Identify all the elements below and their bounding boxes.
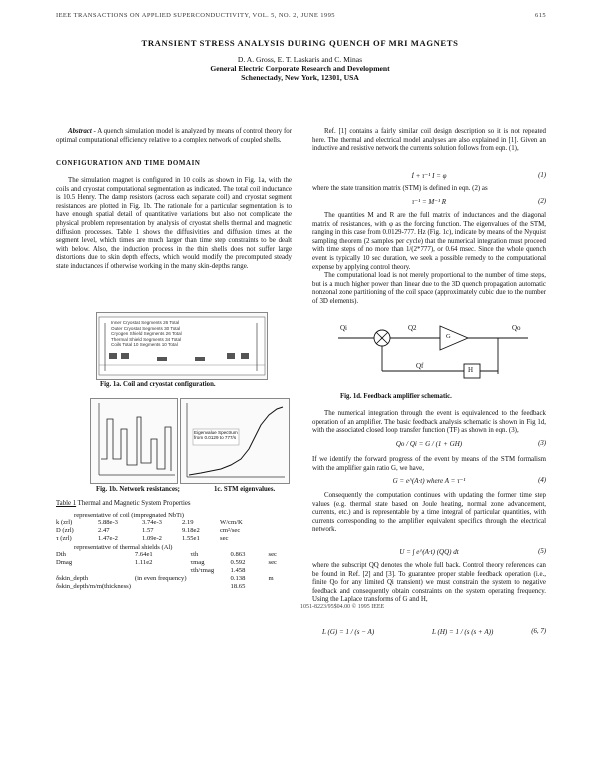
table-cell: τth/τmag [190, 567, 215, 575]
table-cell: 3.74e-3 [142, 519, 162, 526]
paragraph [312, 185, 546, 194]
table-cell: Dmag [56, 558, 73, 566]
network-resistances-plot [91, 399, 177, 483]
table-cell: δskin_depth/m/m(thickness) [56, 583, 131, 591]
table-cell: sec [268, 550, 277, 558]
table-cell [191, 583, 231, 591]
table-cell: 2.19 [182, 519, 194, 526]
qo-label: Qo [512, 324, 521, 332]
feedback-amplifier-schematic [322, 320, 536, 386]
qi-label: Qi [340, 324, 347, 332]
figure-1a [96, 312, 268, 380]
equation-2 [312, 198, 546, 208]
table-cell: 1.458 [230, 567, 246, 575]
paragraph [312, 456, 546, 473]
figure-1c [180, 398, 290, 484]
table-cell: 2.47 [98, 527, 110, 535]
table-cell: 9.18e2 [182, 527, 200, 535]
table-row [56, 575, 301, 583]
table-cell: 1.47e-2 [98, 535, 118, 543]
table-cell: τth [190, 550, 199, 558]
table-title [56, 500, 292, 507]
fig1c-caption: 1c. STM eigenvalues. [214, 486, 276, 493]
paragraph-text: The quantities M and R are the full matrix of inductances and the diagonal matrix of resistances, with φ as the forcing function. The eigenvalues of the STM, ranging in this case from 0.0129-777. Hz (Fig. 1c), indicate by means of the Nyquist sampling theorem (2 samples per cycle) that the numerical integration must proceed with time steps of no more than 1/(2*777), or 0.64 msec. Since the whole quench event is typically 10 sec duration, we seek a possible remedy to the computational expense by applying control theory. [312, 212, 546, 271]
table-cell [269, 567, 301, 575]
q2-label: Q2 [408, 324, 417, 332]
fig1a-caption: Fig. 1a. Coil and cryostat configuration. [100, 381, 216, 388]
fig1b-caption: Fig. 1b. Network resistances; [96, 486, 180, 493]
equation-number: (5) [538, 548, 546, 555]
legend-entry: Coils Total 10 Segments 10 Total [111, 342, 178, 348]
shield-properties-table [56, 551, 301, 592]
table-cell: τ (zrl) [56, 535, 72, 543]
eigen-inset-label: Eigenvalue Spectrum from 0.0129 to 777/s [194, 430, 238, 441]
equation-number: (2) [538, 198, 546, 205]
table-cell: 0.138 [230, 575, 246, 583]
equation-text: τ⁻¹ = M⁻¹ R [411, 198, 447, 206]
table-cell: 18.65 [230, 583, 246, 591]
table-label: Table 1 [56, 500, 77, 507]
table-row [56, 551, 301, 559]
table-cell: cm²/sec [220, 527, 241, 535]
table-cell: δskin_depth [56, 575, 89, 583]
equation-text: L (G) = 1 / (s − A) [322, 628, 375, 636]
equation-number: (3) [538, 440, 546, 447]
table-cell: W/cm/K [220, 519, 243, 526]
paragraph-text: If we identify the forward progress of the event by means of the STM formalism with the amplifier gain ratio G, we have, [312, 456, 546, 472]
h-label: H [468, 366, 474, 374]
table-row [56, 527, 252, 535]
equation-text: Qo / Qi = G / (1 + GH) [395, 440, 463, 448]
author-block [0, 55, 600, 83]
paragraph-text: where the subscript QQ denotes the whole full back. Control theory references can be found in Ref. [2] and [3]. To guarantee proper stable feedback operation (i.e., finite Qo for any limited Qi transient) we must constrain the system to negative feedback and consequently obtain constraints on the system operating frequency. Using the Laplace transforms of G and H, [312, 562, 546, 604]
address: Schenectady, New York, 12301, USA [241, 73, 359, 83]
table-row [56, 519, 252, 527]
table-cell: 0.863 [230, 550, 246, 558]
paragraph [312, 562, 546, 605]
table-row [56, 535, 252, 543]
section-heading: CONFIGURATION AND TIME DOMAIN [56, 160, 201, 167]
table-cell [269, 583, 301, 591]
page-number: 615 [535, 12, 546, 19]
abstract-text: - A quench simulation model is analyzed by means of control theory for optimal computational efficiency relative to a complex network of coupled shells. [56, 128, 292, 144]
fig1d-caption: Fig. 1d. Feedback amplifier schematic. [340, 393, 452, 400]
table-cell: 7.64e1 [134, 550, 153, 558]
g-label: G [446, 333, 451, 340]
qf-label: Qf [416, 362, 424, 370]
abstract-label: Abstract [68, 128, 92, 135]
equation-5 [312, 548, 546, 558]
equation-text: İ + τ⁻¹ I = φ [411, 172, 447, 180]
stm-eigenvalues-plot [181, 399, 289, 483]
table-row [56, 583, 301, 591]
paragraph-text: Ref. [1] contains a fairly similar coil design description so it is not repeated here. The thermal and electrical model analyses are also explained in [1]. Given an inductive and resistive network the currents solution follows from eqn. (1), [312, 128, 546, 153]
table-cell: sec [268, 558, 277, 566]
table-cell: 0.592 [230, 558, 246, 566]
paper-title: TRANSIENT STRESS ANALYSIS DURING QUENCH OF MRI MAGNETS [141, 38, 459, 48]
paragraph-text: The numerical integration through the event is equivalenced to the feedback operation of an amplifier. The basic feedback analysis schematic is shown in Fig 1d, with the associated closed loop transfer function (TF) as shown in eqn. (3), [312, 410, 546, 435]
figure-1d [322, 320, 536, 386]
equation-3 [312, 440, 546, 452]
equation-text: G = e^(A·t) where A = τ⁻¹ [392, 477, 466, 485]
paragraph [312, 212, 546, 307]
paragraph-text: The simulation magnet is configured in 10 coils as shown in Fig. 1a, with the coils and cryostat computational segmentation as indicated. The total coil inductance is 10.5 Henry. The damp resistors (across each separate coil) and cryostat segment resistances are plotted in Fig. 1b. The rationale for a particular segmentation is to have enough spatial detail of quantitative variations but also not complicate the physical problem representation by analysis of cryostat shells thermal and magnetic diffusion processes. Table 1 shows the diffusivities and diffusion times at the segment level, which times are much larger than time step constraints to be dealt with below. Also, the induction process in the thin shells does not suffer large distortions due to skin depth effects, which would modify the precomputed steady state inductances if otherwise working in the many skin-depths range. [56, 177, 292, 270]
paragraph [312, 492, 546, 535]
table-cell: D (zrl) [56, 527, 74, 535]
table-cell: 1.09e-2 [142, 535, 162, 543]
table-cell: 1.11e2 [134, 558, 153, 566]
affiliation: General Electric Corporate Research and Development [210, 64, 390, 74]
legend-entry: Cryogen Shield Segments 26 Total [111, 331, 182, 337]
journal-name: IEEE TRANSACTIONS ON APPLIED SUPERCONDUCTIVITY, VOL. 5, NO. 2, JUNE 1995 [56, 12, 335, 19]
equation-number: (4) [538, 477, 546, 484]
paragraph-text: where the state transition matrix (STM) is defined in eqn. (2) as [312, 185, 488, 192]
table-cell: 1.57 [142, 527, 154, 535]
legend-entry: Outer Cryostat Segments 30 Total [111, 325, 181, 331]
equation-text: U = ∫ e^(A·t) (QQ) dt [399, 548, 459, 556]
section-paragraph [56, 177, 292, 272]
legend-entry: Thermal Shield Segments 34 Total [111, 336, 182, 342]
table-cell: m [268, 575, 274, 583]
equation-text: L (H) = 1 / (s (s + A)) [432, 628, 494, 636]
table-cell [135, 583, 191, 591]
table-cell: 5.88e-3 [98, 519, 118, 526]
fig1a-legend [111, 320, 182, 348]
equation-number: (6, 7) [531, 628, 546, 635]
figure-1b [90, 398, 178, 484]
coil-properties-table [56, 519, 252, 544]
paragraph [312, 410, 546, 436]
table-cell: (in even frequency) [134, 575, 187, 583]
table-cell [135, 567, 191, 575]
equation-6-7 [312, 628, 546, 640]
table-cell [56, 567, 135, 575]
table-1 [56, 512, 296, 592]
abstract [56, 128, 292, 145]
paragraph-text: The computational load is not merely proportional to the number of time steps, but is a much higher power than linear due to the 3D quench propagation automatic nonzonal zone partitioning of the coil space (approximately cubic due to the number of 3D elements). [312, 272, 546, 305]
equation-number: (1) [538, 172, 546, 179]
table-cell: Dth [56, 550, 66, 558]
table-row [56, 559, 301, 567]
intro-paragraph [312, 128, 546, 154]
authors: D. A. Gross, E. T. Laskaris and C. Minas [237, 55, 363, 64]
table-cell: sec [220, 535, 229, 543]
table-title-text: Thermal and Magnetic System Properties [76, 500, 191, 507]
table-cell [191, 575, 231, 583]
table-row [56, 567, 301, 575]
paragraph-text: Consequently the computation continues with updating the former time step values (e.g. thermal state based on Joule heating, normal zone advancement, currents, etc.) and is representable by a time integral of particular quantities, with currents corresponding to the amplifier equivalent specifics through the electrical network. [312, 492, 546, 534]
table-cell: 1.55e1 [182, 535, 200, 543]
table-subheading: representative of coil (impregnated NbTi) [74, 512, 184, 519]
table-subheading: representative of thermal shields (Al) [74, 543, 173, 551]
table-cell: k (zrl) [56, 519, 73, 526]
copyright-footer: 1051-8223/95$04.00 © 1995 IEEE [300, 604, 385, 610]
legend-entry: Inner Cryostat Segments 26 Total [111, 320, 180, 325]
equation-1 [312, 172, 546, 182]
equation-4 [312, 477, 546, 487]
table-cell: τmag [190, 558, 205, 566]
running-header [56, 12, 546, 19]
